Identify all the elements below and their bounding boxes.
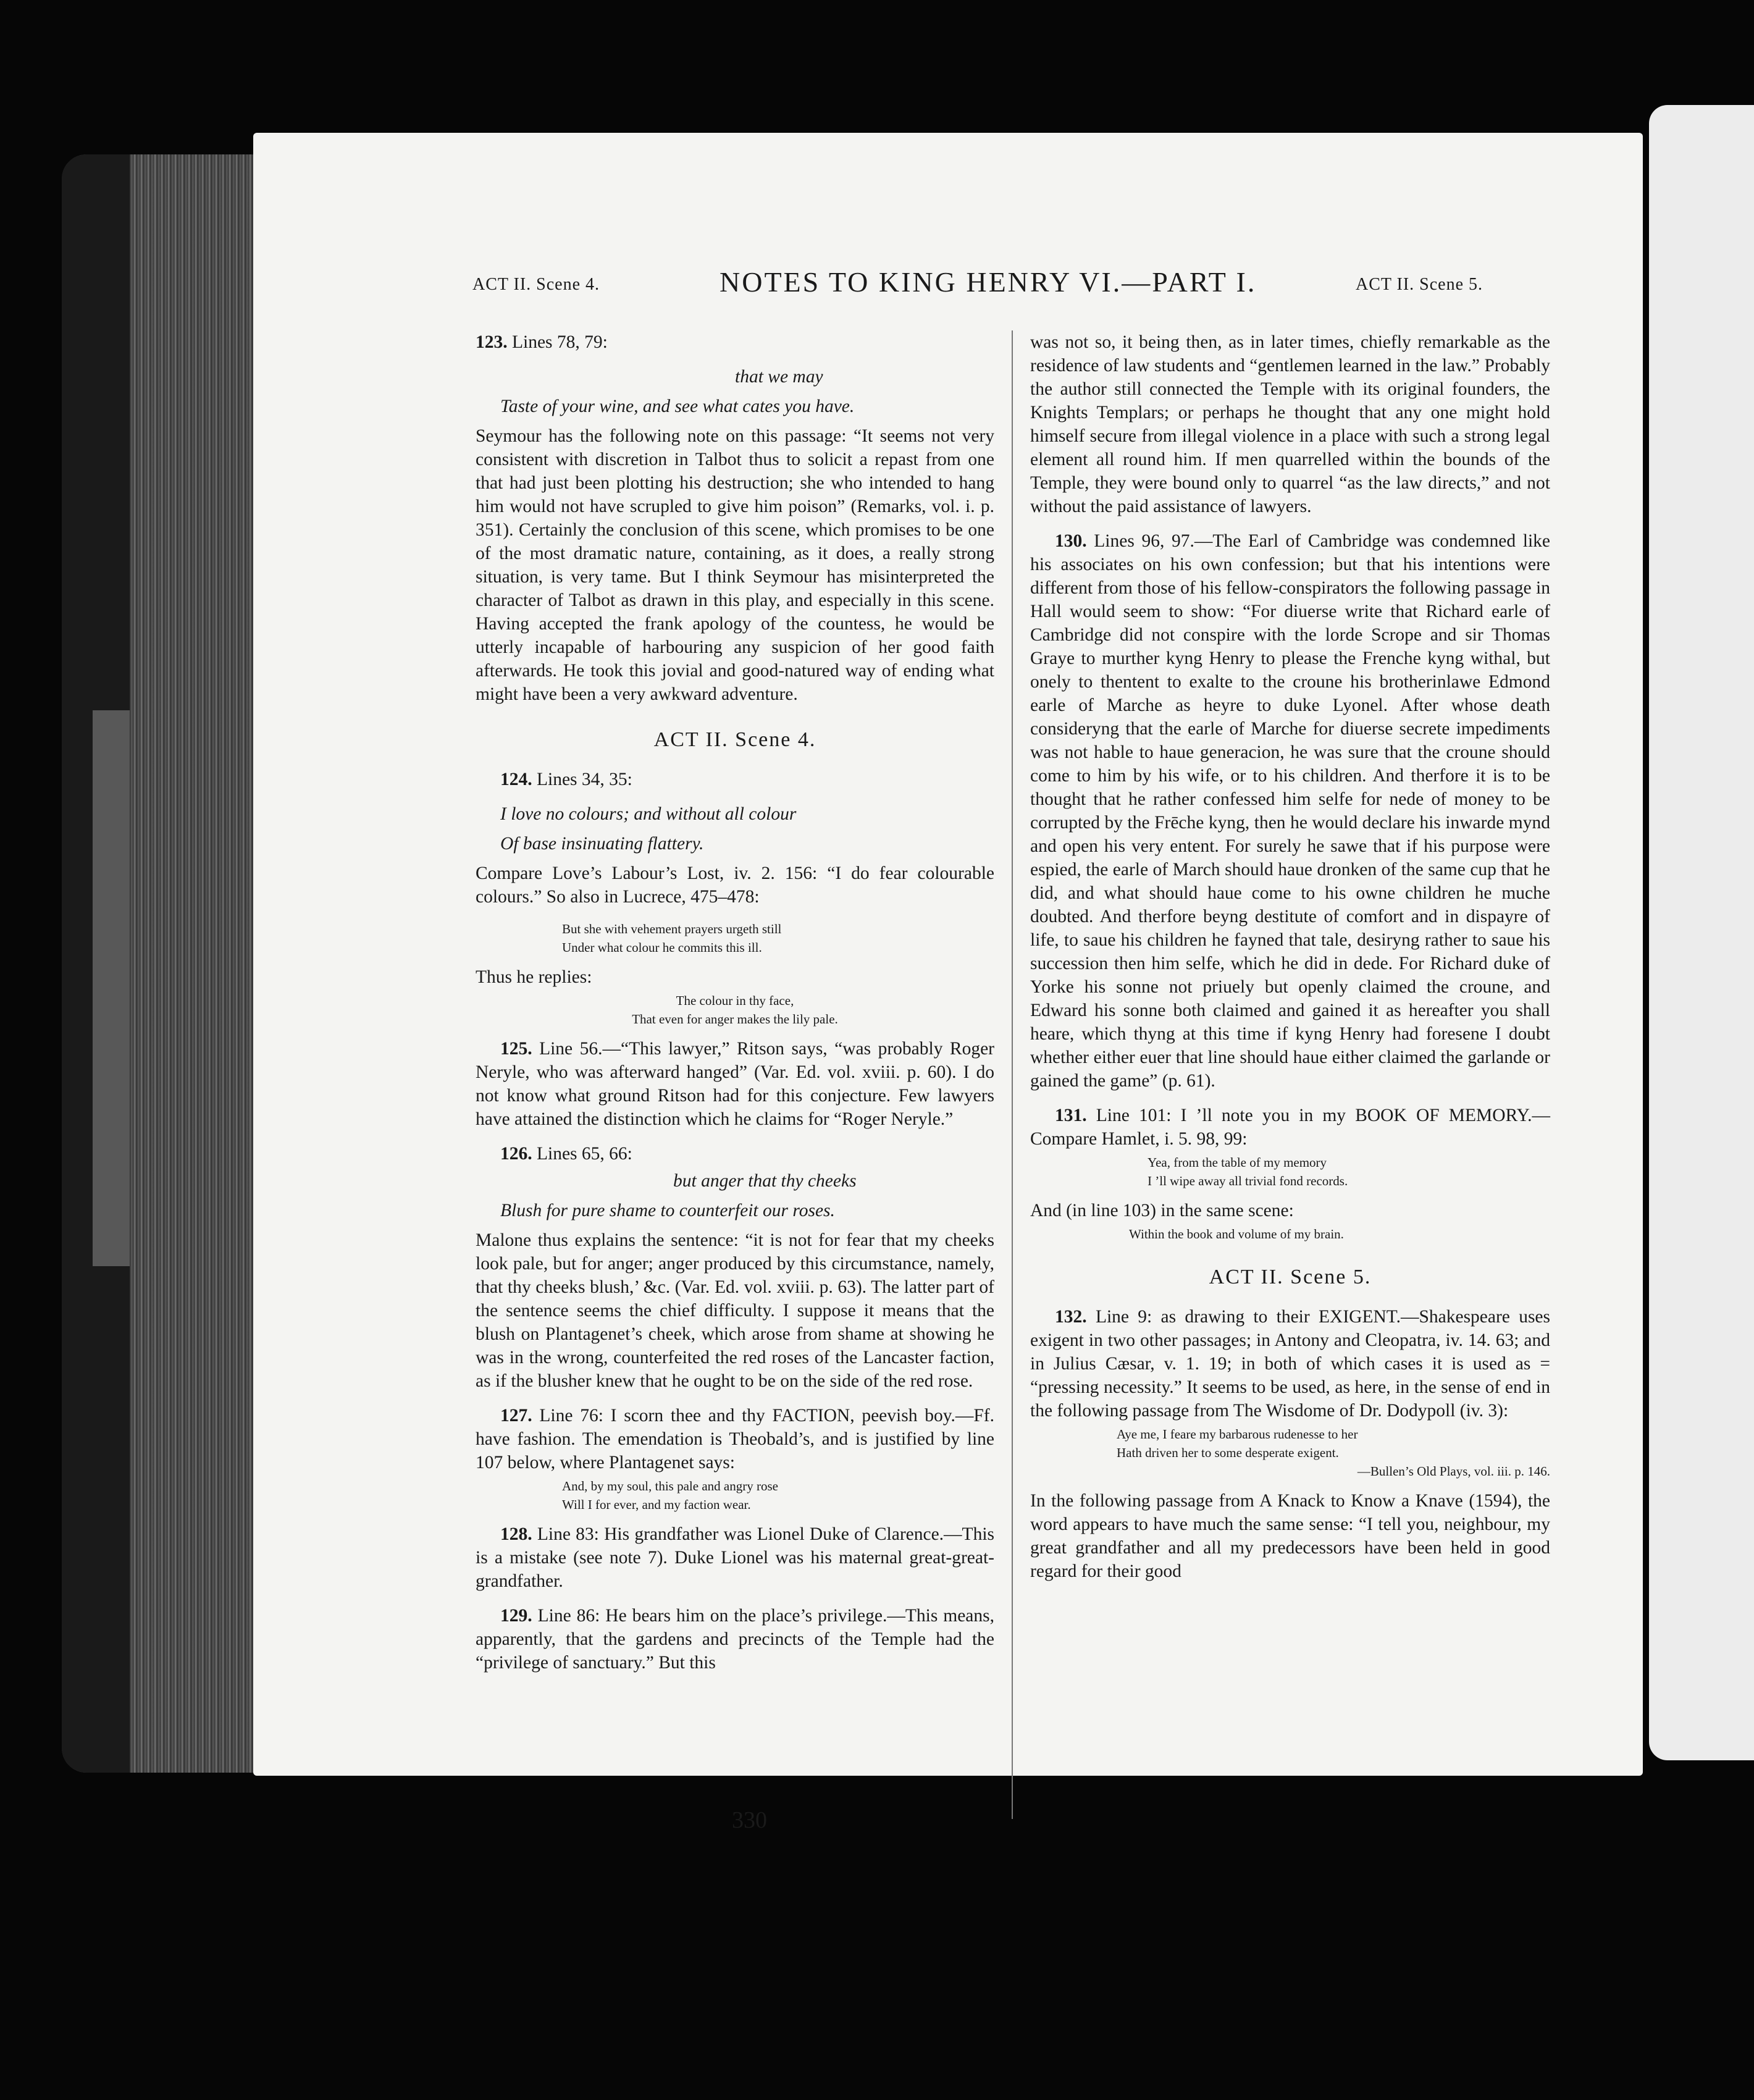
note-number: 130. — [1055, 531, 1087, 551]
quote-line: But she with vehement prayers urgeth still — [562, 922, 782, 936]
quote-line: And, by my soul, this pale and angry rose — [562, 1479, 778, 1493]
note-131 — [1030, 1104, 1550, 1151]
verse-line: Of base insinuating flattery. — [500, 834, 704, 854]
page-number: 330 — [732, 1807, 767, 1833]
note-text: Thus he replies: — [476, 967, 592, 987]
note-number: 132. — [1055, 1307, 1087, 1327]
note-text: Line 76: I scorn thee and thy FACTION, peevish boy.—Ff. have fashion. The emendation is Theobald’s, and is justified by line 107 below, where Plantagenet says: — [476, 1406, 995, 1472]
quote-line: The colour in thy face, — [676, 993, 794, 1008]
quote-line: Under what colour he commits this ill. — [562, 940, 762, 955]
left-column — [476, 330, 994, 1686]
quotation — [476, 920, 994, 957]
section-heading: ACT II. Scene 4. — [653, 728, 816, 751]
note-text: Line 9: as drawing to their EXIGENT.—Shakespeare uses exigent in two other passages; in Antony and Cleopatra, iv. 14. 63; and in Julius Cæsar, v. 1. 19; in both of which cases it is used as = “pressing necessity.” It seems to be used, as here, in the sense of end in the following passage from The Wisdome of Dr. Dodypoll (iv. 3): — [1030, 1307, 1551, 1421]
quote-line: Yea, from the table of my memory — [1148, 1155, 1327, 1170]
quotation — [476, 1477, 994, 1514]
quote-line: Aye me, I feare my barbarous rudenesse to her — [1117, 1427, 1358, 1442]
note-text: Seymour has the following note on this passage: “It seems not very consistent with discretion in Talbot thus to solicit a repast from one that had just been plotting his destruction; she who intended to hang him would not have scrupled to give him poison” (Remarks, vol. i. p. 351). Certainly the conclusion of this scene, which promises to be one of the most dramatic nature, containing, as it does, a really strong situation, is very tame. But I think Seymour has misinterpreted the character of Talbot as drawn in this play, and especially in this scene. Having accepted the frank apology of the countess, he would be utterly incapable of harbouring any suspicion of her good faith afterwards. He took this jovial and good-natured way of ending what might have been a very awkward adventure. — [476, 426, 994, 704]
note-reference: Lines 78, 79: — [512, 332, 608, 352]
note-text: And (in line 103) in the same scene: — [1030, 1201, 1294, 1220]
note-128 — [476, 1522, 994, 1593]
spine-label — [93, 710, 130, 1266]
note-number: 126. — [500, 1144, 532, 1164]
note-text: Lines 96, 97.—The Earl of Cambridge was condemned like his associates on his own confession; but that his intentions were different from those of his fellow-conspirators the following passage in Hall would seem to show: “For diuerse write that Richard earle of Cambridge did not conspire with the lorde Scrope and sir Thomas Graye to murther kyng Henry to please the Frenche kyng withal, but onely to thentent to exalte to the croune his brotherinlawe Edmond earle of Marche as heyre to duke Lyonel. After whose death consideryng that the earle of Marche for diuerse secrete impediments was not hable to haue generacion, he was sure that the croune should come to him by his wife, or to his children. And therfore it is to be thought that he rather confessed him selfe for nede of money to be corrupted by the Frēche kyng, then he would declare his inwarde mynd and open his very entent. For surely he sawe that if his purpose were espied, the earle of March should haue dronken of the same cup that he did, and what should haue come to his owne children he muche doubted. And therfore beyng destitute of comfort and in dispayre of life, to saue his children he fayned that tale, desiryng rather to saue his succession then him selfe, which he did in dede. For Richard duke of Yorke his sonne not priuely but openly claimed the croune, and Edward his sonne both claimed and gained it as hereafter you shall heare, which thyng at this time if kyng Henry had foresene I doubt whether either euer that line should haue either claimed the garlande or gained the game” (p. 61). — [1030, 531, 1551, 1091]
verse-line: Taste of your wine, and see what cates you have. — [500, 397, 855, 416]
column-divider — [1012, 330, 1013, 1819]
verse-line: that we may — [735, 367, 823, 387]
note-text: was not so, it being then, as in later times, chiefly remarkable as the residence of law students and “gentlemen learned in the law.” Probably the author still connected the Temple with its original founders, the Knights Templars; or perhaps he thought that any one might hold himself secure from illegal violence in a place with such a strong legal element all round him. If men quarrelled within the bounds of the Temple, they were bound only to quarrel “as the law directs,” and not without the paid assistance of lawyers. — [1030, 332, 1550, 516]
note-number: 125. — [500, 1039, 532, 1059]
quote-line: Within the book and volume of my brain. — [1129, 1227, 1344, 1241]
note-reference: Lines 34, 35: — [537, 770, 632, 789]
quote-attribution: —Bullen’s Old Plays, vol. iii. p. 146. — [1357, 1464, 1550, 1479]
note-123 — [476, 330, 994, 354]
note-text: In the following passage from A Knack to Know a Knave (1594), the word appears to have much the same sense: “I tell you, neighbour, my great grandfather and all my predecessors have been held in good regard for their good — [1030, 1491, 1550, 1581]
quotation — [1030, 1225, 1550, 1243]
note-reference: Lines 65, 66: — [537, 1144, 632, 1164]
note-129 — [476, 1604, 994, 1674]
note-number: 124. — [500, 770, 532, 789]
note-text: Line 101: I ’ll note you in my BOOK OF MEMORY.—Compare Hamlet, i. 5. 98, 99: — [1030, 1106, 1551, 1149]
note-text: Line 83: His grandfather was Lionel Duke of Clarence.—This is a mistake (see note 7). Duke Lionel was his maternal great-great-grandfather. — [476, 1524, 994, 1591]
verse-line: Blush for pure shame to counterfeit our roses. — [500, 1201, 835, 1220]
quotation — [476, 991, 994, 1028]
note-130 — [1030, 529, 1550, 1093]
verse-line: I love no colours; and without all colour — [500, 804, 797, 824]
quotation — [1030, 1425, 1550, 1480]
note-number: 123. — [476, 332, 508, 352]
note-126 — [476, 1142, 994, 1166]
quote-line: That even for anger makes the lily pale. — [632, 1012, 838, 1027]
running-head-left: ACT II. Scene 4. — [472, 275, 600, 294]
note-number: 127. — [500, 1406, 532, 1426]
quote-line: Hath driven her to some desperate exigent. — [1117, 1445, 1339, 1460]
note-124 — [476, 768, 994, 791]
note-text: Line 56.—“This lawyer,” Ritson says, “was probably Roger Neryle, who was afterward hanged” (Var. Ed. vol. xviii. p. 60). I do not know what ground Ritson had for this conjecture. Few lawyers have attained the distinction which he claims for “Roger Neryle.” — [476, 1039, 994, 1129]
note-127 — [476, 1404, 994, 1474]
facing-page-edge — [1649, 105, 1754, 1760]
running-head-right: ACT II. Scene 5. — [1356, 275, 1483, 294]
quote-line: I ’ll wipe away all trivial fond records. — [1148, 1174, 1348, 1188]
note-number: 128. — [500, 1524, 532, 1544]
section-heading: ACT II. Scene 5. — [1209, 1266, 1372, 1288]
note-text: Compare Love’s Labour’s Lost, iv. 2. 156: “I do fear colourable colours.” So also in Lucrece, 475–478: — [476, 863, 994, 907]
note-text: Malone thus explains the sentence: “it is not for fear that my cheeks look pale, but for anger; anger produced by this circumstance, namely, that thy cheeks blush,’ &c. (Var. Ed. vol. xviii. p. 63). The latter part of the sentence seems the chief difficulty. I suppose it means that the blush on Plantagenet’s cheek, which arose from shame at showing he was in the wrong, counterfeited the red roses of the Lancaster faction, as if the blusher knew that he ought to be on the side of the red rose. — [476, 1230, 994, 1391]
quotation — [1030, 1153, 1550, 1190]
note-132 — [1030, 1305, 1550, 1422]
note-text: Line 86: He bears him on the place’s privilege.—This means, apparently, that the gardens and precincts of the Temple had the “privilege of sanctuary.” But this — [476, 1606, 995, 1673]
verse-line: but anger that thy cheeks — [673, 1171, 857, 1191]
note-125 — [476, 1037, 994, 1131]
note-number: 131. — [1055, 1106, 1087, 1125]
note-number: 129. — [500, 1606, 532, 1626]
running-head-title: NOTES TO KING HENRY VI.—PART I. — [720, 266, 1257, 298]
right-column — [1030, 330, 1550, 1594]
quote-line: Will I for ever, and my faction wear. — [562, 1497, 751, 1512]
